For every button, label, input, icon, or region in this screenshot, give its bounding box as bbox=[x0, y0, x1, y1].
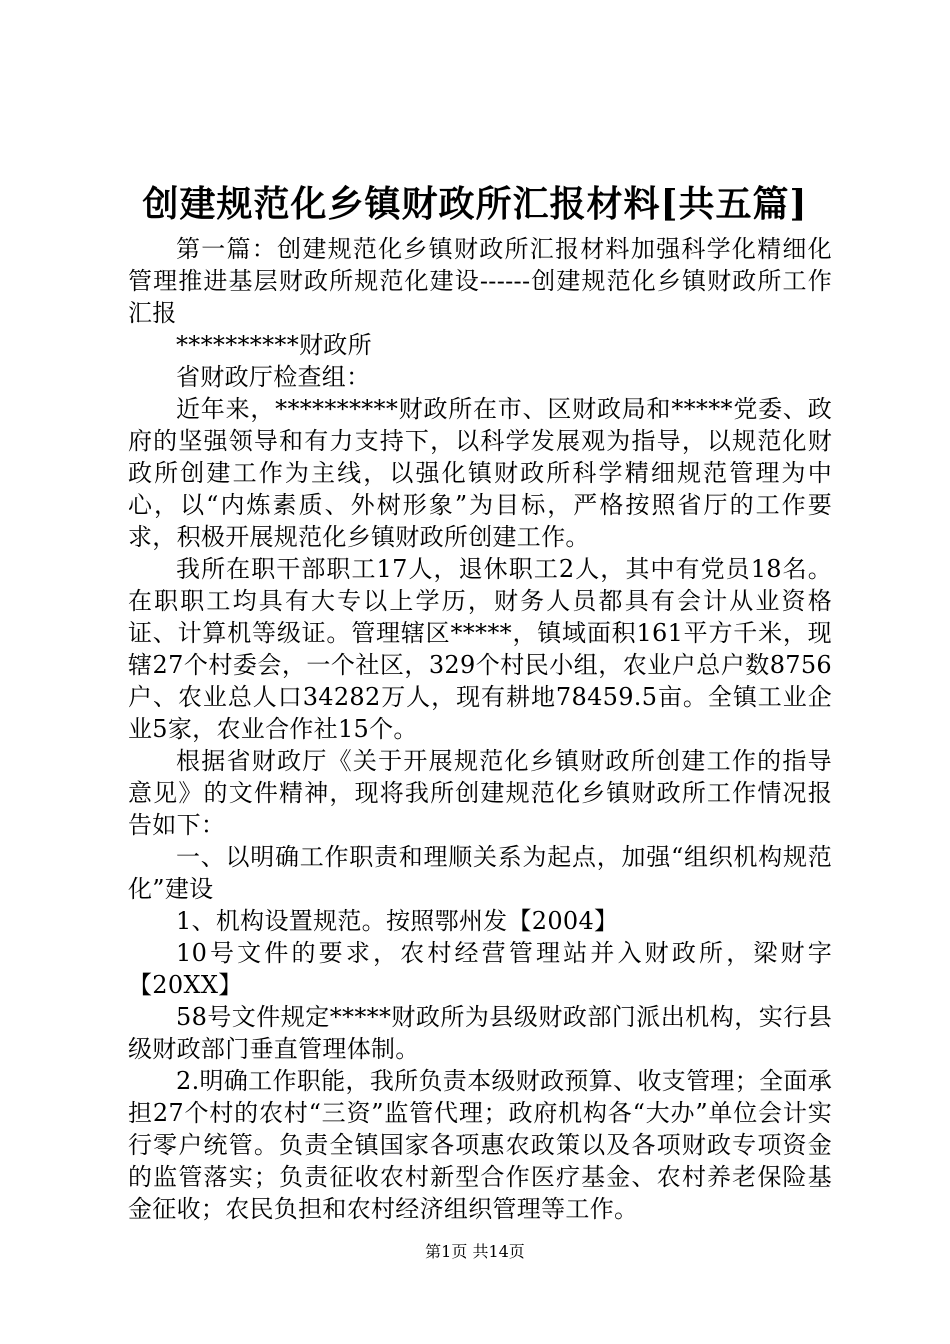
paragraph-report-basis: 根据省财政厅《关于开展规范化乡镇财政所创建工作的指导意见》的文件精神，现将我所创建规范化乡镇财政所工作情况报告如下： bbox=[128, 747, 832, 839]
page-footer: 第1页 共14页 bbox=[425, 1242, 525, 1261]
paragraph-document-ten: 10号文件的要求，农村经营管理站并入财政所，梁财字【20XX】 bbox=[128, 939, 832, 999]
paragraph-item-one: 1、机构设置规范。按照鄂州发【2004】 bbox=[176, 907, 619, 935]
paragraph-heading-first-article: 第一篇：创建规范化乡镇财政所汇报材料加强科学化精细化管理推进基层财政所规范化建设------创建规范化乡镇财政所工作汇报 bbox=[128, 235, 832, 327]
paragraph-item-two: 2.明确工作职能，我所负责本级财政预算、收支管理；全面承担27个村的农村“三资”监管代理；政府机构各“大办”单位会计实行零户统管。负责全镇国家各项惠农政策以及各项财政专项资金的监管落实；负责征收农村新型合作医疗基金、农村养老保险基金征收；农民负担和农村经济组织管理等工作。 bbox=[128, 1067, 832, 1223]
paragraph-document-fifty-eight: 58号文件规定*****财政所为县级财政部门派出机构，实行县级财政部门垂直管理体制。 bbox=[128, 1003, 832, 1063]
paragraph-introduction: 近年来，**********财政所在市、区财政局和*****党委、政府的坚强领导和有力支持下，以科学发展观为指导，以规范化财政所创建工作为主线，以强化镇财政所科学精细规范管理为中心，以“内炼素质、外树形象”为目标，严格按照省厅的工作要求，积极开展规范化乡镇财政所创建工作。 bbox=[128, 395, 832, 551]
document-title: 创建规范化乡镇财政所汇报材料[共五篇] bbox=[142, 183, 808, 225]
document-body bbox=[128, 233, 832, 1225]
paragraph-staff-overview: 我所在职干部职工17人，退休职工2人，其中有党员18名。在职职工均具有大专以上学历，财务人员都具有会计从业资格证、计算机等级证。管理辖区*****，镇域面积161平方千米，现辖27个村委会，一个社区，329个村民小组，农业户总户数8756户、农业总人口34282万人，现有耕地78459.5亩。全镇工业企业5家，农业合作社15个。 bbox=[128, 555, 832, 743]
paragraph-office-name: **********财政所 bbox=[176, 331, 372, 359]
paragraph-salutation: 省财政厅检查组： bbox=[176, 363, 371, 391]
paragraph-section-one-heading: 一、以明确工作职责和理顺关系为起点，加强“组织机构规范化”建设 bbox=[128, 843, 832, 903]
